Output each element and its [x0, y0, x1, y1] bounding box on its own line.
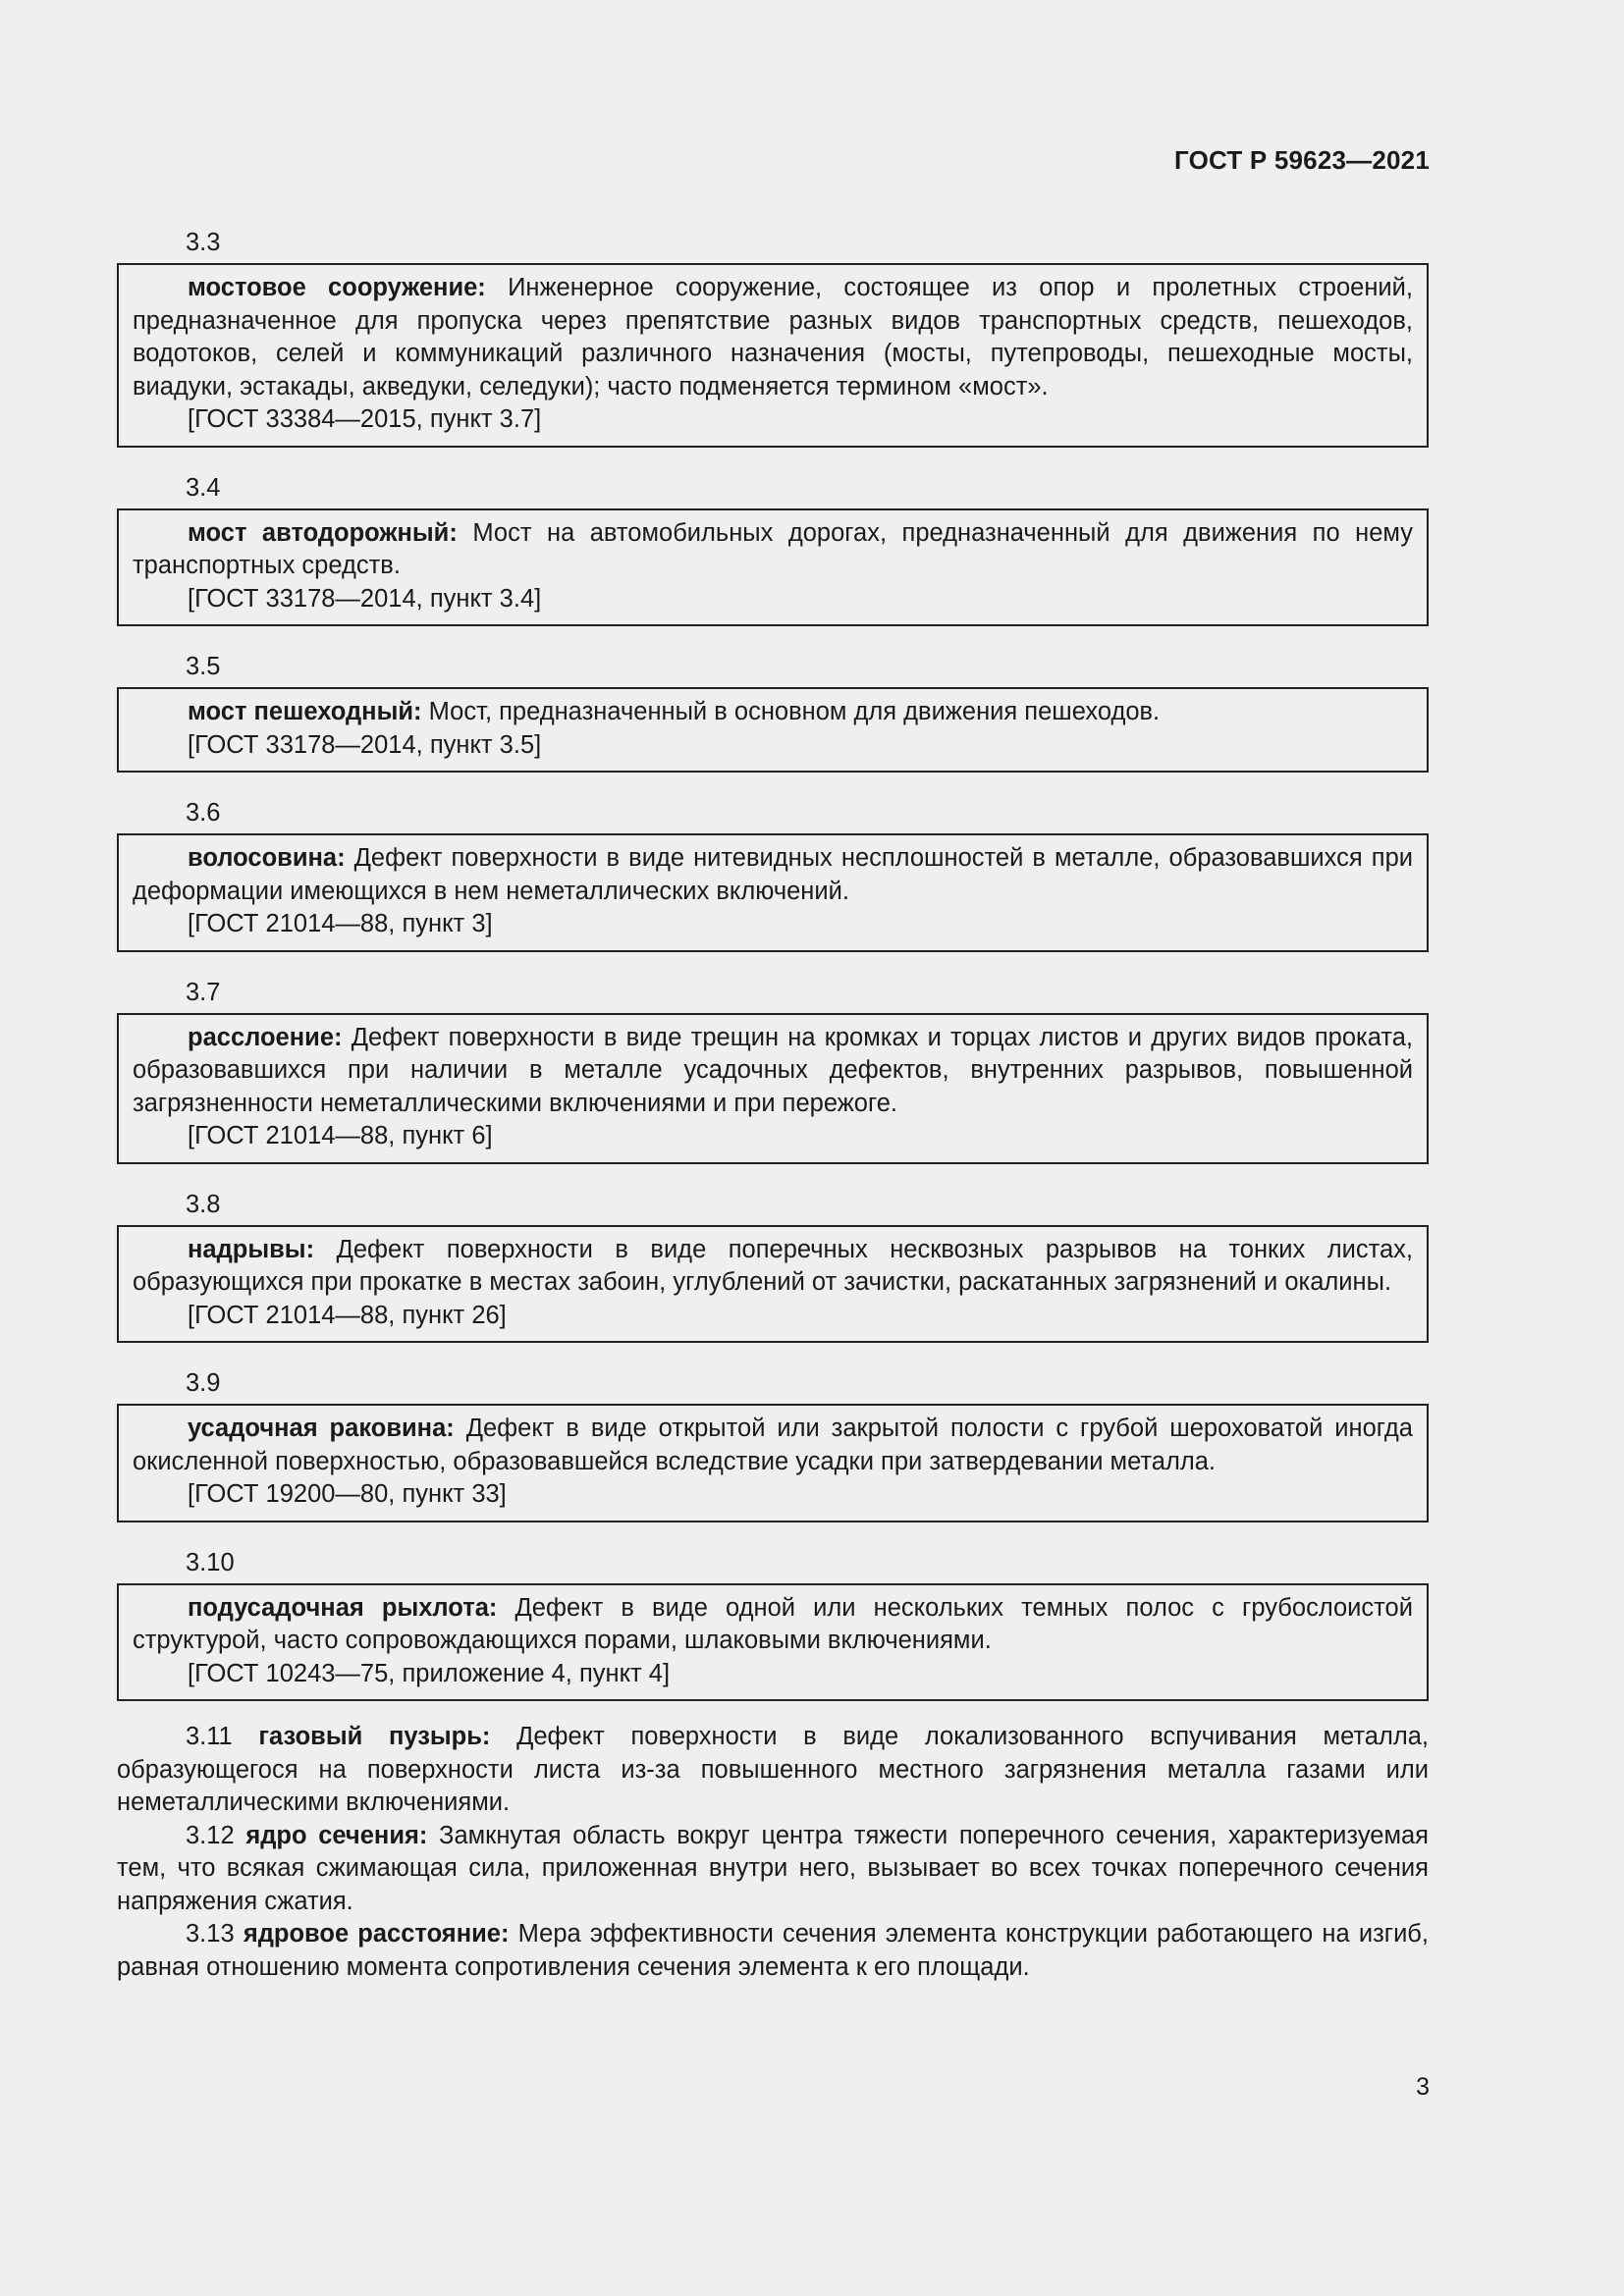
- term-definition: Мост, предназначенный в основном для движения пешеходов.: [428, 698, 1161, 725]
- term-name: усадочная раковина:: [188, 1415, 455, 1442]
- term-box: [117, 508, 1429, 627]
- term-number: 3.4: [186, 473, 221, 502]
- term-name: мостовое сооружение:: [188, 274, 486, 301]
- term-number: 3.13: [186, 1920, 235, 1948]
- term-definition: Дефект поверхности в виде трещин на кромках и торцах листов и других видов проката, образовавшихся при наличии в металле усадочных дефектов, внутренних разрывов, повышенной загрязненности неметаллическими включениями и при пережоге.: [133, 1023, 1414, 1117]
- term-3-4: [117, 467, 1429, 627]
- term-box: [117, 1225, 1429, 1344]
- term-number: 3.7: [186, 978, 221, 1006]
- term-definition: Дефект в виде одной или нескольких темных полос с грубослоистой структурой, часто сопровождающихся порами, шлаковыми включениями.: [133, 1593, 1413, 1654]
- term-number: 3.9: [186, 1369, 221, 1397]
- term-name: газовый пузырь:: [258, 1723, 491, 1750]
- term-definition: Дефект поверхности в виде поперечных несквозных разрывов на тонких листах, образующихся при прокатке в местах забоин, углублений от зачистки, раскатанных загрязнений и окалины.: [133, 1235, 1413, 1296]
- term-3-6: [117, 792, 1429, 952]
- term-number: 3.8: [186, 1190, 221, 1218]
- term-definition: Мост на автомобильных дорогах, предназначенный для движения по нему транспортных средств.: [133, 518, 1413, 579]
- term-name: волосовина:: [188, 844, 346, 872]
- document-id-header: ГОСТ Р 59623—2021: [1174, 145, 1430, 175]
- term-definition: Замкнутая область вокруг центра тяжести поперечного сечения, характеризуемая тем, что всякая сжимающая сила, приложенная внутри него, вызывает во всех точках поперечного сечения напряжения сжатия.: [117, 1821, 1429, 1915]
- term-3-10: [117, 1542, 1429, 1702]
- term-definition: Инженерное сооружение, состоящее из опор и пролетных строений, предназначенное для пропуска через препятствие разных видов транспортных средств, пешеходов, водотоков, селей и коммуникаций различного назначения (мосты, путепроводы, пешеходные мосты, виадуки, эстакады, акведуки, селедуки); часто подменяется термином «мост».: [133, 274, 1413, 400]
- term-3-5: [117, 646, 1429, 773]
- term-name: надрывы:: [188, 1235, 315, 1263]
- term-number: 3.6: [186, 799, 221, 827]
- term-name: ядровое расстояние:: [243, 1920, 510, 1948]
- term-name: подусадочная рыхлота:: [188, 1593, 498, 1622]
- term-reference: [ГОСТ 21014—88, пункт 26]: [188, 1301, 507, 1329]
- term-reference: [ГОСТ 10243—75, приложение 4, пункт 4]: [188, 1659, 671, 1687]
- term-number: 3.11: [186, 1723, 233, 1750]
- term-definition: Мера эффективности сечения элемента конструкции работающего на изгиб, равная отношению момента сопротивления сечения элемента к его площади.: [117, 1920, 1430, 1981]
- term-box: [117, 833, 1429, 952]
- term-name: мост пешеходный:: [188, 698, 422, 725]
- term-reference: [ГОСТ 33384—2015, пункт 3.7]: [188, 405, 542, 433]
- term-number: 3.3: [186, 229, 221, 256]
- term-reference: [ГОСТ 33178—2014, пункт 3.4]: [188, 584, 542, 613]
- term-3-13: [117, 1918, 1429, 1984]
- term-number: 3.10: [186, 1548, 235, 1576]
- term-definition: Дефект поверхности в виде нитевидных несплошностей в металле, образовавшихся при деформации имеющихся в нем неметаллических включений.: [133, 844, 1413, 905]
- term-box: [117, 1013, 1429, 1164]
- term-name: ядро сечения:: [245, 1821, 428, 1849]
- term-name: мост автодорожный:: [188, 518, 458, 547]
- page-number: 3: [1416, 2073, 1430, 2101]
- term-3-7: [117, 972, 1429, 1164]
- term-box: [117, 687, 1429, 773]
- term-reference: [ГОСТ 19200—80, пункт 33]: [188, 1480, 507, 1508]
- term-box: [117, 1583, 1429, 1702]
- term-reference: [ГОСТ 21014—88, пункт 6]: [188, 1122, 493, 1149]
- term-3-12: [117, 1820, 1429, 1919]
- term-box: [117, 1404, 1429, 1522]
- term-box: [117, 263, 1429, 448]
- term-3-8: [117, 1184, 1429, 1344]
- term-3-3: [117, 222, 1429, 448]
- term-reference: [ГОСТ 33178—2014, пункт 3.5]: [188, 730, 542, 759]
- term-number: 3.5: [186, 653, 221, 680]
- term-name: расслоение:: [188, 1023, 343, 1051]
- term-3-9: [117, 1362, 1429, 1522]
- plain-terms: [117, 1721, 1429, 1984]
- terms-section: [117, 222, 1429, 1984]
- term-definition: Дефект поверхности в виде локализованного вспучивания металла, образующегося на поверхности листа из-за повышенного местного загрязнения металла газами или неметаллическими включениями.: [117, 1723, 1429, 1816]
- term-reference: [ГОСТ 21014—88, пункт 3]: [188, 910, 493, 937]
- term-number: 3.12: [186, 1821, 235, 1849]
- term-3-11: [117, 1721, 1429, 1820]
- term-definition: Дефект в виде открытой или закрытой полости с грубой шероховатой иногда окисленной поверхностью, образовавшейся вследствие усадки при затвердевании металла.: [133, 1415, 1413, 1475]
